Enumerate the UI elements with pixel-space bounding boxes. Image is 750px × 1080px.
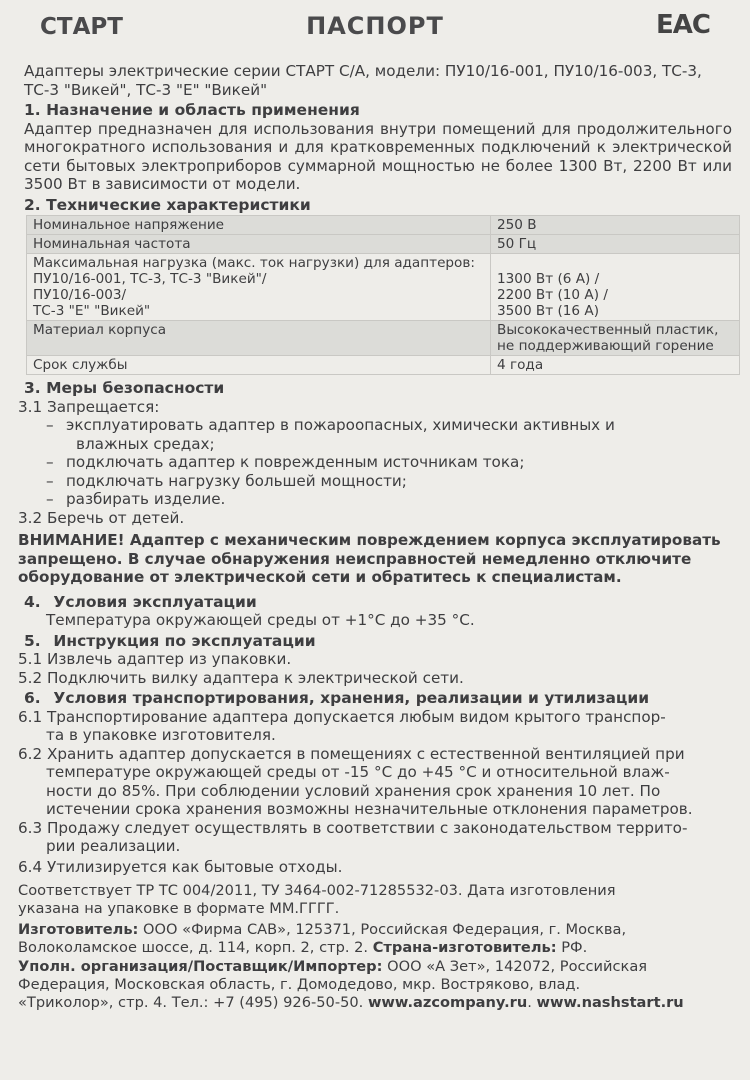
specs-table — [26, 215, 740, 375]
list-item-cont: влажных средах; — [76, 434, 215, 453]
section-6-title — [24, 689, 732, 708]
importer-contact: «Триколор», стр. 4. Тел.: +7 (495) 926-50-50. — [18, 994, 368, 1012]
section-3-title: 3. Меры безопасности — [24, 379, 225, 397]
section-6-line: та в упаковке изготовителя. — [46, 726, 276, 744]
table-row — [27, 321, 740, 356]
section-4-text: Температура окружающей среды от +1°С до +35 °С. — [46, 611, 475, 629]
spec-value: 50 Гц — [491, 235, 740, 254]
spec-value: 4 года — [491, 356, 740, 375]
section-number: 5. — [24, 631, 41, 650]
spec-label-line: Максимальная нагрузка (макс. ток нагрузки) для адаптеров: — [33, 255, 475, 271]
section-1-text: Адаптер предназначен для использования внутри помещений для продолжительного многократного использования и для кратковременных подключений к электрической сети бытовых электроприборов суммарной мощностью не более 1300 Вт, 2200 Вт или 3500 Вт в зависимости от модели. — [24, 119, 732, 193]
section-3-sub2: 3.2 Беречь от детей. — [18, 508, 185, 527]
section-1-title: 1. Назначение и область применения — [24, 101, 360, 119]
section-6-line: температуре окружающей среды от -15 °С до +45 °С и относительной влаж- — [46, 763, 670, 781]
page-title: ПАСПОРТ — [306, 12, 444, 40]
table-row — [27, 254, 740, 321]
section-6-line: истечении срока хранения возможны незначительные отклонения параметров. — [46, 800, 693, 818]
list-item-text: разбирать изделие. — [66, 490, 226, 508]
manufacturer-line — [18, 939, 732, 957]
intro-text: Адаптеры электрические серии СТАРТ С/А, модели: ПУ10/16-001, ПУ10/16-003, ТС-3, ТС-3 "Викей", ТС-3 "Е" "Викей" — [24, 62, 702, 99]
list-item: – подключать адаптер к поврежденным источникам тока; — [46, 453, 525, 471]
manufacturer-line — [18, 921, 732, 939]
spec-value-line: не поддерживающий горение — [497, 338, 714, 354]
start-logo: СТАРТ — [40, 14, 123, 40]
spec-label: Срок службы — [27, 356, 491, 375]
list-item: – подключать нагрузку большей мощности; — [46, 471, 407, 490]
footer — [18, 882, 732, 1013]
section-6-line: ности до 85%. При соблюдении условий хранения срок хранения 10 лет. По — [46, 781, 661, 800]
spec-label: Материал корпуса — [27, 321, 491, 356]
table-row — [27, 356, 740, 375]
spec-label: Номинальное напряжение — [27, 216, 491, 235]
spec-label-line: ПУ10/16-003/ — [33, 287, 127, 303]
manufacturer-address: Волоколамское шоссе, д. 114, корп. 2, стр. 2. — [18, 939, 373, 957]
spec-value-line: 1300 Вт (6 А) / — [497, 271, 600, 287]
section-6-line: 6.2 Хранить адаптер допускается в помещениях с естественной вентиляцией при — [18, 744, 685, 763]
list-item: – разбирать изделие. — [46, 490, 226, 508]
section-5-item: 5.1 Извлечь адаптер из упаковки. — [18, 650, 292, 668]
list-item-text: подключать нагрузку большей мощности; — [66, 471, 407, 490]
section-number: 4. — [24, 592, 41, 611]
importer-text: ООО «А Зет», 142072, Российская — [382, 957, 648, 975]
spec-label-line: ТС-3 "Е" "Викей" — [33, 303, 151, 319]
list-item-text: эксплуатировать адаптер в пожароопасных, химически активных и — [66, 416, 615, 434]
section-6-line: 6.3 Продажу следует осуществлять в соответствии с законодательством террито- — [18, 818, 688, 837]
list-item-text: подключать адаптер к поврежденным источникам тока; — [66, 453, 525, 471]
section-title-text: Условия эксплуатации — [53, 592, 257, 611]
section-6-line: 6.4 Утилизируется как бытовые отходы. — [18, 857, 343, 876]
conformity-line: указана на упаковке в формате ММ.ГГГГ. — [18, 900, 340, 918]
country-label: Страна-изготовитель: — [372, 939, 557, 957]
list-item: – эксплуатировать адаптер в пожароопасных, химически активных и — [46, 416, 615, 434]
spec-label: Номинальная частота — [27, 235, 491, 254]
spec-value-line: Высококачественный пластик, — [497, 322, 719, 338]
section-number: 6. — [24, 689, 41, 707]
manufacturer-text: ООО «Фирма САВ», 125371, Российская Федерация, г. Москва, — [138, 920, 627, 938]
section-6-line: 6.1 Транспортирование адаптера допускается любым видом крытого транспор- — [18, 707, 666, 726]
section-6-line: рии реализации. — [46, 837, 181, 855]
importer-line: Федерация, Московская область, г. Домодедово, мкр. Востряково, влад. — [18, 976, 581, 994]
website-link[interactable]: www.nashstart.ru — [536, 994, 684, 1012]
section-5-item: 5.2 Подключить вилку адаптера к электрической сети. — [18, 668, 464, 687]
website-link[interactable]: www.azcompany.ru — [367, 994, 528, 1012]
importer-line — [18, 958, 732, 976]
eac-mark: EAC — [656, 10, 710, 40]
section-2-title: 2. Технические характеристики — [24, 195, 311, 214]
spec-label-line: ПУ10/16-001, ТС-3, ТС-3 "Викей"/ — [33, 271, 267, 287]
importer-line: «Триколор», стр. 4. Тел.: +7 (495) 926-50-50. www.azcompany.ru. www.nashstart.ru — [18, 994, 684, 1012]
table-row — [27, 216, 740, 235]
spec-value-line: 3500 Вт (16 А) — [497, 303, 600, 319]
country-value: РФ. — [556, 939, 588, 957]
importer-label: Уполн. организация/Поставщик/Импортер: — [18, 957, 383, 975]
conformity-line: Соответствует ТР ТС 004/2011, ТУ 3464-002-71285532-03. Дата изготовления — [18, 882, 616, 899]
warning-text: ВНИМАНИЕ! Адаптер с механическим повреждением корпуса эксплуатировать запрещено. В случае обнаружения неисправностей немедленно отключите оборудование от электрической сети и обратитесь к специалистам. — [18, 531, 721, 586]
table-row — [27, 235, 740, 254]
spec-value — [491, 321, 740, 356]
spec-value: 250 В — [491, 216, 740, 235]
spec-value-line: 2200 Вт (10 А) / — [497, 287, 608, 303]
spec-value — [491, 254, 740, 321]
section-title-text: Инструкция по эксплуатации — [53, 631, 316, 650]
section-title-text: Условия транспортирования, хранения, реализации и утилизации — [53, 689, 650, 707]
header — [18, 0, 732, 56]
section-4-title — [24, 593, 732, 612]
spec-label — [27, 254, 491, 321]
manufacturer-label: Изготовитель: — [18, 920, 139, 938]
section-3-sub1: 3.1 Запрещается: — [18, 397, 160, 416]
section-5-title — [24, 632, 732, 651]
